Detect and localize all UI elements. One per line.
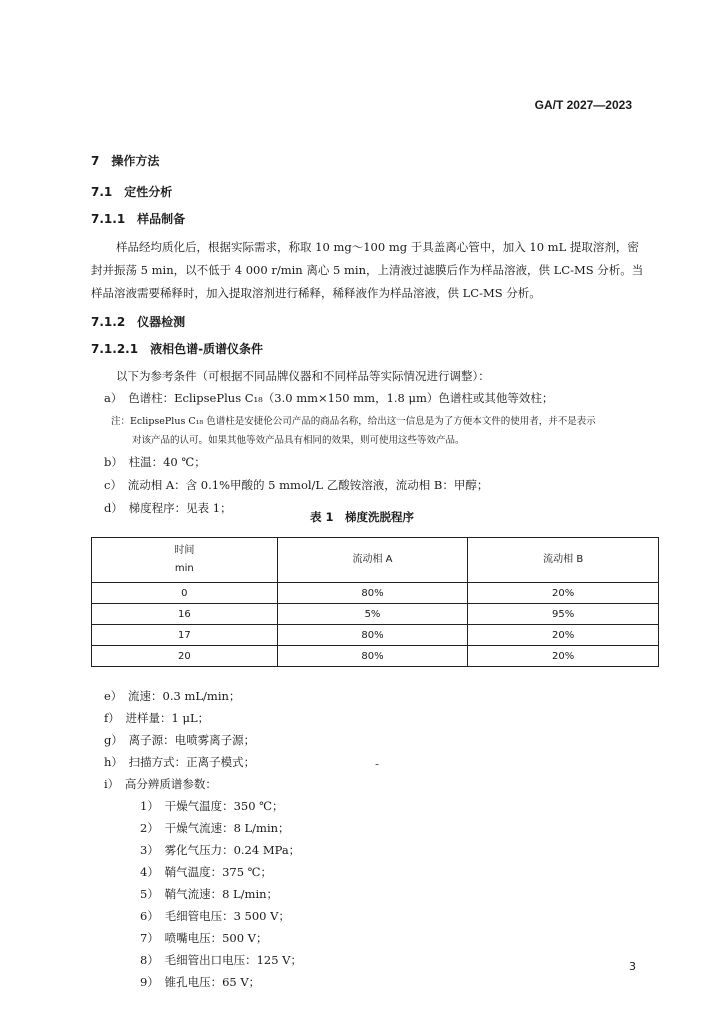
sub-item: 7） 喷嘴电压：500 V； bbox=[140, 931, 268, 945]
section-7-heading: 7 操作方法 bbox=[91, 154, 160, 168]
cell-phase-b: 20% bbox=[468, 583, 659, 604]
sub-item: 5） 鞘气流速：8 L/min； bbox=[140, 887, 279, 901]
cell-time: 16 bbox=[92, 604, 278, 625]
cell-phase-b: 20% bbox=[468, 646, 659, 667]
list-item-b: b） 柱温：40 ℃； bbox=[104, 455, 206, 469]
cell-phase-a: 5% bbox=[277, 604, 468, 625]
sub-item: 6） 毛细管电压：3 500 V； bbox=[140, 909, 290, 923]
list-item-d: d） 梯度程序：见表 1； bbox=[104, 501, 232, 515]
cell-phase-b: 95% bbox=[468, 604, 659, 625]
list-item-g: g） 离子源：电喷雾离子源； bbox=[104, 733, 256, 747]
list-item-c: c） 流动相 A：含 0.1%甲酸的 5 mmol/L 乙酸铵溶液，流动相 B：甲醇； bbox=[104, 478, 489, 492]
intro-text: 以下为参考条件（可根据不同品牌仪器和不同样品等实际情况进行调整）： bbox=[116, 369, 490, 383]
paragraph-line: 样品溶液需要稀释时，加入提取溶剂进行稀释，稀释液作为样品溶液，供 LC-MS 分析。 bbox=[91, 286, 541, 300]
section-7-1-1-heading: 7.1.1 样品制备 bbox=[91, 212, 186, 226]
table-caption: 表 1 梯度洗脱程序 bbox=[309, 510, 414, 524]
note-line: 注：EclipsePlus C₁₈ 色谱柱是安捷伦公司产品的商品名称，给出这一信息是为了方便本文件的使用者，并不是表示 bbox=[111, 416, 596, 427]
page-number: 3 bbox=[629, 960, 636, 973]
sub-item: 4） 鞘气温度：375 ℃； bbox=[140, 865, 273, 879]
list-item-i: i） 高分辨质谱参数： bbox=[104, 777, 217, 791]
header-time-unit: min bbox=[174, 563, 194, 574]
gradient-table bbox=[91, 537, 659, 667]
sub-item: 1） 干燥气温度：350 ℃； bbox=[140, 799, 284, 813]
paragraph-line: 样品经均质化后，根据实际需求，称取 10 mg～100 mg 于具盖离心管中，加入 10 mL 提取溶剂，密 bbox=[116, 240, 639, 254]
sub-item: 8） 毛细管出口电压：125 V； bbox=[140, 953, 302, 967]
table-row bbox=[92, 646, 659, 667]
paragraph-line: 封并振荡 5 min，以不低于 4 000 r/min 离心 5 min，上清液过滤膜后作为样品溶液，供 LC-MS 分析。当 bbox=[91, 263, 644, 277]
standard-number: GA/T 2027—2023 bbox=[534, 98, 632, 112]
sub-item: 2） 干燥气流速：8 L/min； bbox=[140, 821, 290, 835]
cell-phase-b: 20% bbox=[468, 625, 659, 646]
cell-time: 0 bbox=[92, 583, 278, 604]
list-item-f: f） 进样量：1 μL； bbox=[104, 711, 210, 725]
header-phase-a: 流动相 A bbox=[277, 538, 468, 583]
cell-time: 20 bbox=[92, 646, 278, 667]
stray-mark: - bbox=[375, 757, 380, 771]
header-time bbox=[92, 538, 278, 583]
sub-item: 3） 雾化气压力：0.24 MPa； bbox=[140, 843, 301, 857]
table-header-row bbox=[92, 538, 659, 583]
list-item-h: h） 扫描方式：正离子模式； bbox=[104, 755, 256, 769]
header-phase-b: 流动相 B bbox=[468, 538, 659, 583]
cell-time: 17 bbox=[92, 625, 278, 646]
header-time-label: 时间 bbox=[174, 545, 195, 556]
table-row bbox=[92, 604, 659, 625]
table-row bbox=[92, 625, 659, 646]
cell-phase-a: 80% bbox=[277, 583, 468, 604]
section-7-1-2-1-heading: 7.1.2.1 液相色谱-质谱仪条件 bbox=[91, 342, 264, 356]
note-line: 对该产品的认可。如果其他等效产品具有相同的效果，则可使用这些等效产品。 bbox=[132, 435, 465, 446]
cell-phase-a: 80% bbox=[277, 646, 468, 667]
cell-phase-a: 80% bbox=[277, 625, 468, 646]
section-7-1-heading: 7.1 定性分析 bbox=[91, 185, 173, 199]
sub-item: 9） 锥孔电压：65 V； bbox=[140, 975, 261, 989]
list-item-e: e） 流速：0.3 mL/min； bbox=[104, 689, 241, 703]
section-7-1-2-heading: 7.1.2 仪器检测 bbox=[91, 315, 186, 329]
table-row bbox=[92, 583, 659, 604]
list-item-a: a） 色谱柱：EclipsePlus C₁₈（3.0 mm×150 mm，1.8 μm）色谱柱或其他等效柱； bbox=[104, 391, 554, 405]
